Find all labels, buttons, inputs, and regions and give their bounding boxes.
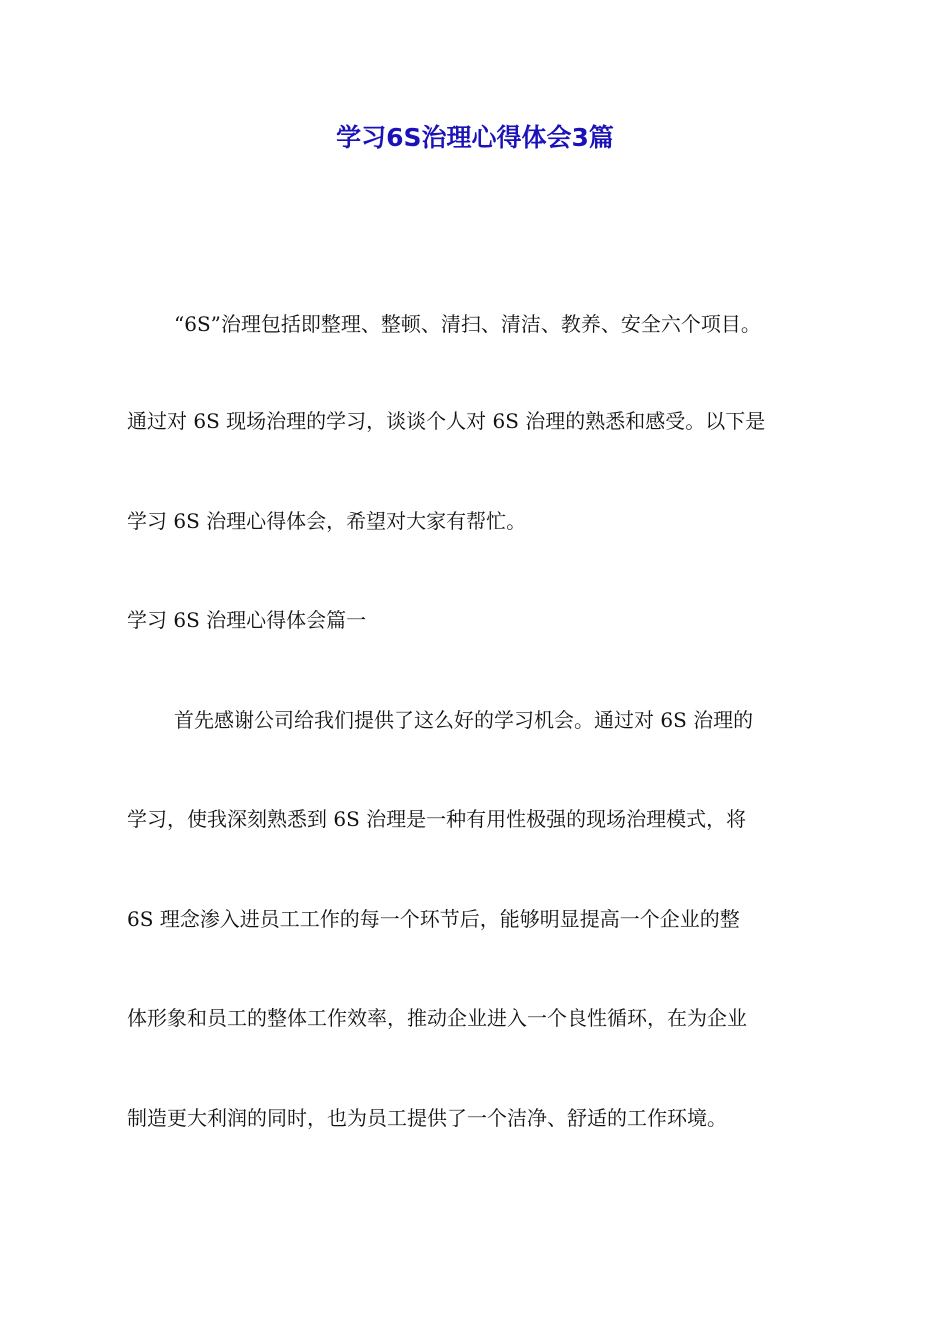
paragraph-line: 体形象和员工的整体工作效率，推动企业进入一个良性循环，在为企业 [127, 1006, 747, 1030]
paragraph-line: 学习，使我深刻熟悉到 6S 治理是一种有用性极强的现场治理模式，将 [127, 807, 747, 831]
paragraph-line: 6S 理念渗入进员工工作的每一个环节后，能够明显提高一个企业的整 [127, 907, 740, 931]
paragraph-line: “6S”治理包括即整理、整顿、清扫、清洁、教养、安全六个项目。 [174, 312, 761, 336]
paragraph-line: 学习 6S 治理心得体会，希望对大家有帮忙。 [127, 509, 527, 533]
section-heading: 学习 6S 治理心得体会篇一 [127, 608, 367, 632]
paragraph-line: 通过对 6S 现场治理的学习，谈谈个人对 6S 治理的熟悉和感受。以下是 [127, 409, 766, 433]
paragraph-line: 制造更大利润的同时，也为员工提供了一个洁净、舒适的工作环境。 [127, 1106, 727, 1130]
document-title: 学习6S治理心得体会3篇 [336, 123, 614, 152]
paragraph-line: 首先感谢公司给我们提供了这么好的学习机会。通过对 6S 治理的 [174, 708, 754, 732]
